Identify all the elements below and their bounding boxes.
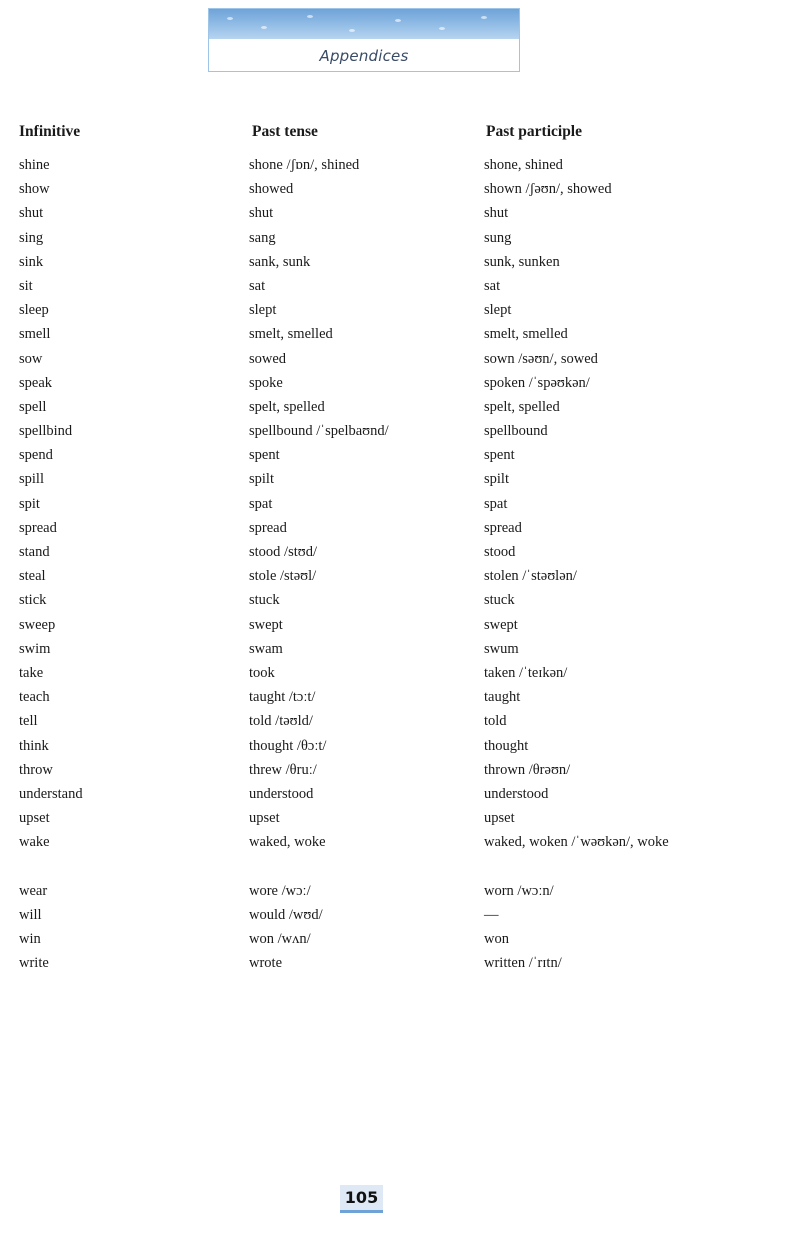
- section-header: [208, 8, 520, 72]
- past-tense-cell: sowed: [249, 350, 287, 367]
- table-row: [0, 927, 800, 951]
- table-row: [0, 637, 800, 661]
- column-header-past-participle: Past participle: [486, 123, 582, 140]
- past-tense-cell: won /wʌn/: [249, 931, 311, 948]
- past-participle-cell: taught: [484, 689, 521, 706]
- past-tense-cell: thought /θɔːt/: [249, 737, 327, 754]
- infinitive-cell: spill: [19, 471, 44, 488]
- past-tense-cell: upset: [249, 810, 280, 827]
- table-row: [0, 419, 800, 443]
- infinitive-cell: smell: [19, 326, 51, 343]
- past-participle-cell: sung: [484, 229, 512, 246]
- past-participle-cell: —: [484, 906, 499, 923]
- past-tense-cell: stood /stʊd/: [249, 544, 317, 560]
- past-tense-cell: taught /tɔːt/: [249, 689, 316, 706]
- table-row: [0, 588, 800, 612]
- past-participle-cell: slept: [484, 302, 512, 319]
- infinitive-cell: sleep: [19, 302, 49, 319]
- table-row: [0, 734, 800, 758]
- table-row: [0, 806, 800, 830]
- past-participle-cell: spelt, spelled: [484, 398, 560, 415]
- past-participle-cell: upset: [484, 810, 515, 827]
- infinitive-cell: shine: [19, 157, 50, 173]
- table-row: [0, 903, 800, 927]
- past-tense-cell: smelt, smelled: [249, 326, 333, 343]
- decorative-speck: [227, 17, 233, 20]
- table-header: [0, 123, 800, 147]
- past-tense-cell: spread: [249, 519, 287, 536]
- table-row: [0, 879, 800, 903]
- past-participle-cell: thought: [484, 737, 529, 754]
- infinitive-cell: swim: [19, 640, 51, 657]
- past-tense-cell: spoke: [249, 374, 283, 391]
- past-participle-cell: swum: [484, 640, 519, 657]
- past-tense-cell: told /təʊld/: [249, 713, 313, 730]
- table-row: [0, 564, 800, 588]
- past-participle-cell: spilt: [484, 471, 509, 488]
- past-participle-cell: waked, woken /ˈwəʊkən/, woke: [484, 834, 669, 851]
- past-participle-cell: spellbound: [484, 423, 548, 440]
- table-row: [0, 298, 800, 322]
- past-participle-cell: spent: [484, 447, 515, 464]
- table-row: [0, 613, 800, 637]
- past-participle-cell: shut: [484, 205, 509, 222]
- table-row: [0, 443, 800, 467]
- column-header-infinitive: Infinitive: [19, 123, 81, 140]
- infinitive-cell: take: [19, 664, 44, 681]
- infinitive-cell: shut: [19, 205, 44, 222]
- table-row: [0, 661, 800, 685]
- past-tense-cell: spellbound /ˈspelbaʊnd/: [249, 423, 389, 440]
- infinitive-cell: think: [19, 737, 49, 754]
- table-row: [0, 467, 800, 491]
- infinitive-cell: write: [19, 955, 49, 972]
- past-participle-cell: spread: [484, 519, 522, 536]
- infinitive-cell: teach: [19, 689, 50, 706]
- past-participle-cell: written /ˈrɪtn/: [484, 955, 562, 972]
- infinitive-cell: sing: [19, 229, 44, 246]
- page-number: 105: [340, 1185, 383, 1213]
- infinitive-cell: show: [19, 181, 50, 198]
- table-row: [0, 540, 800, 564]
- past-tense-cell: wrote: [249, 955, 283, 972]
- infinitive-cell: spit: [19, 495, 40, 512]
- past-tense-cell: stuck: [249, 592, 280, 609]
- infinitive-cell: spread: [19, 519, 57, 536]
- infinitive-cell: spell: [19, 398, 47, 415]
- table-row: [0, 347, 800, 371]
- past-participle-cell: stuck: [484, 592, 515, 609]
- decorative-speck: [307, 15, 313, 18]
- past-participle-cell: sat: [484, 277, 501, 294]
- past-participle-cell: spat: [484, 495, 508, 512]
- past-tense-cell: understood: [249, 785, 314, 802]
- table-row: [0, 226, 800, 250]
- past-tense-cell: would /wʊd/: [249, 906, 323, 923]
- table-row: [0, 758, 800, 782]
- past-participle-cell: taken /ˈteɪkən/: [484, 664, 568, 681]
- past-participle-cell: won: [484, 931, 509, 948]
- past-participle-cell: sown /səʊn/, sowed: [484, 350, 598, 367]
- past-participle-cell: stolen /ˈstəʊlən/: [484, 568, 577, 585]
- table-row: [0, 250, 800, 274]
- past-tense-cell: wore /wɔː/: [249, 882, 311, 899]
- table-row: [0, 685, 800, 709]
- past-participle-cell: swept: [484, 616, 518, 633]
- infinitive-cell: stand: [19, 544, 50, 560]
- table-row: [0, 951, 800, 975]
- table-row: [0, 516, 800, 540]
- past-participle-cell: told: [484, 713, 507, 730]
- past-tense-cell: sank, sunk: [249, 253, 311, 270]
- past-participle-cell: shone, shined: [484, 157, 563, 173]
- table-row: [0, 830, 800, 878]
- section-title: Appendices: [319, 47, 409, 65]
- infinitive-cell: speak: [19, 374, 53, 391]
- column-header-past-tense: Past tense: [252, 123, 318, 140]
- past-tense-cell: stole /stəʊl/: [249, 568, 317, 585]
- infinitive-cell: sink: [19, 253, 44, 270]
- past-tense-cell: sang: [249, 229, 276, 246]
- table-row: [0, 709, 800, 733]
- table-row: [0, 201, 800, 225]
- infinitive-cell: wake: [19, 834, 50, 851]
- table-row: [0, 274, 800, 298]
- past-participle-cell: shown /ʃəʊn/, showed: [484, 181, 612, 198]
- past-tense-cell: spilt: [249, 471, 274, 488]
- infinitive-cell: sow: [19, 350, 43, 367]
- decorative-speck: [481, 16, 487, 19]
- infinitive-cell: sit: [19, 277, 33, 294]
- past-tense-cell: slept: [249, 302, 277, 319]
- infinitive-cell: steal: [19, 568, 46, 585]
- past-participle-cell: smelt, smelled: [484, 326, 568, 343]
- infinitive-cell: understand: [19, 785, 83, 802]
- past-tense-cell: sat: [249, 277, 266, 294]
- past-participle-cell: thrown /θrəʊn/: [484, 761, 571, 778]
- infinitive-cell: sweep: [19, 616, 56, 633]
- infinitive-cell: wear: [19, 882, 48, 899]
- table-row: [0, 322, 800, 346]
- infinitive-cell: spellbind: [19, 423, 73, 440]
- decorative-speck: [349, 29, 355, 32]
- past-tense-cell: shone /ʃɒn/, shined: [249, 157, 360, 173]
- past-tense-cell: showed: [249, 181, 294, 198]
- table-row: [0, 782, 800, 806]
- past-tense-cell: shut: [249, 205, 274, 222]
- past-tense-cell: took: [249, 664, 275, 681]
- table-row: [0, 395, 800, 419]
- past-tense-cell: waked, woke: [249, 834, 326, 851]
- header-decorative-band: [209, 9, 519, 39]
- past-tense-cell: spelt, spelled: [249, 398, 325, 415]
- decorative-speck: [395, 19, 401, 22]
- decorative-speck: [439, 27, 445, 30]
- past-tense-cell: threw /θruː/: [249, 761, 317, 778]
- infinitive-cell: will: [19, 906, 42, 923]
- verb-table: [0, 153, 800, 975]
- infinitive-cell: spend: [19, 447, 53, 464]
- infinitive-cell: win: [19, 931, 41, 948]
- infinitive-cell: stick: [19, 592, 47, 609]
- infinitive-cell: upset: [19, 810, 50, 827]
- past-participle-cell: worn /wɔːn/: [484, 882, 554, 899]
- past-participle-cell: sunk, sunken: [484, 253, 560, 270]
- decorative-speck: [261, 26, 267, 29]
- table-row: [0, 492, 800, 516]
- table-row: [0, 177, 800, 201]
- past-participle-cell: spoken /ˈspəʊkən/: [484, 374, 590, 391]
- past-participle-cell: understood: [484, 785, 549, 802]
- past-tense-cell: spat: [249, 495, 273, 512]
- past-tense-cell: spent: [249, 447, 280, 464]
- infinitive-cell: throw: [19, 761, 53, 778]
- infinitive-cell: tell: [19, 713, 38, 730]
- past-tense-cell: swept: [249, 616, 283, 633]
- past-participle-cell: stood: [484, 544, 516, 560]
- table-row: [0, 153, 800, 177]
- past-tense-cell: swam: [249, 640, 283, 657]
- table-row: [0, 371, 800, 395]
